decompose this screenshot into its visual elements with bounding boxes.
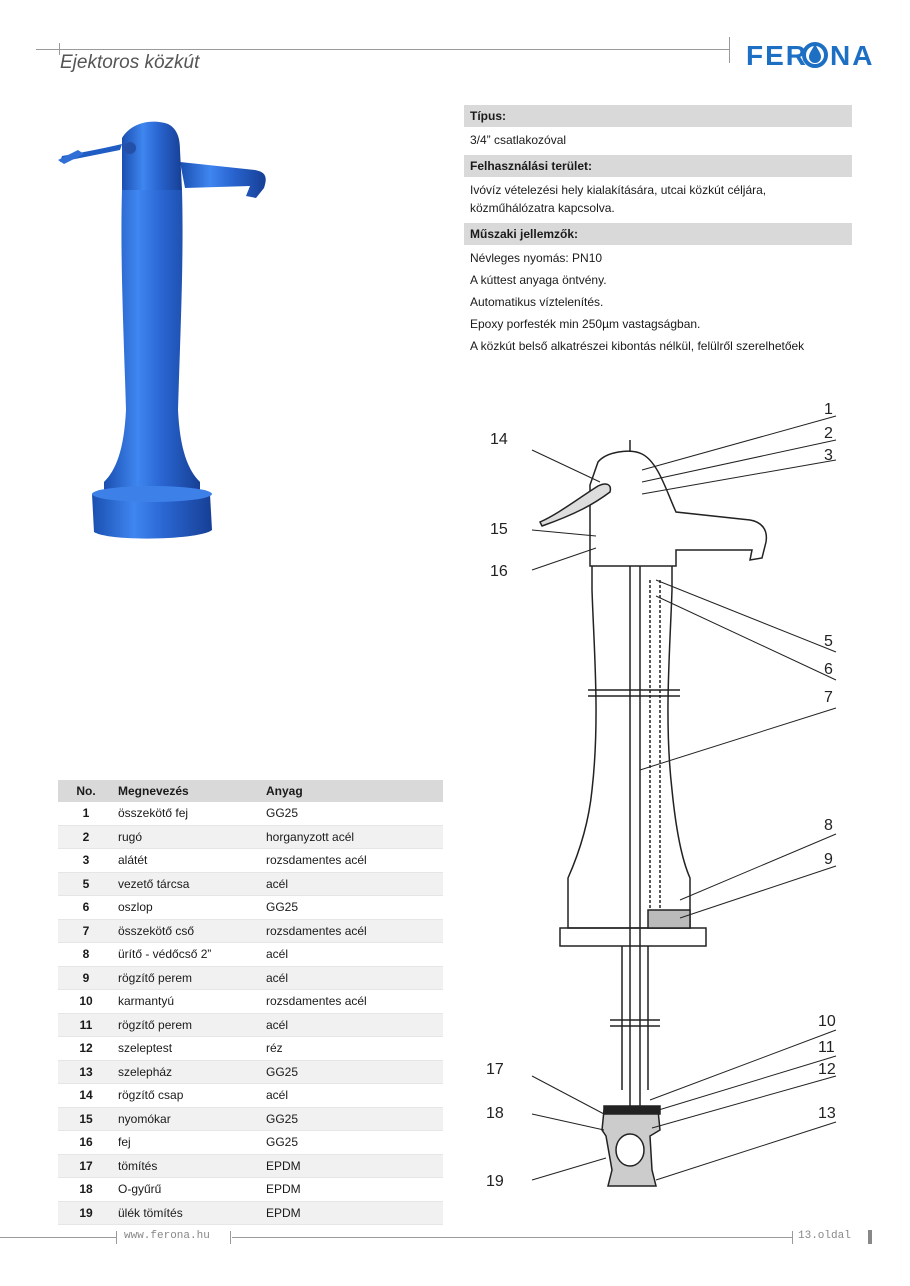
spec-technical-item: A közkút belső alkatrészei kibontás nélkül, felülről szerelhetőek [470, 339, 805, 353]
spec-technical-item: Epoxy porfesték min 250µm vastagságban. [470, 317, 701, 331]
table-row [58, 1154, 443, 1178]
callout-6: 6 [824, 661, 833, 678]
column-header-material: Anyag [262, 780, 443, 802]
callout-15: 15 [490, 521, 508, 538]
cell-name: O-gyűrű [114, 1178, 262, 1202]
callout-11: 11 [818, 1039, 835, 1056]
cell-material: réz [262, 1037, 443, 1061]
cell-name: nyomókar [114, 1107, 262, 1131]
cell-no: 12 [58, 1037, 114, 1061]
cell-name: összekötő fej [114, 802, 262, 825]
page-title: Ejektoros közkút [60, 52, 200, 73]
spec-heading-usage: Felhasználási terület: [464, 155, 852, 177]
cell-no: 3 [58, 849, 114, 873]
column-header-name: Megnevezés [114, 780, 262, 802]
cell-material: GG25 [262, 802, 443, 825]
table-row [58, 1107, 443, 1131]
spec-technical-list [464, 245, 852, 357]
callout-14: 14 [490, 431, 508, 448]
cell-no: 18 [58, 1178, 114, 1202]
table-row [58, 1084, 443, 1108]
cell-name: rögzítő perem [114, 966, 262, 990]
cell-material: rozsdamentes acél [262, 849, 443, 873]
cell-name: szelepház [114, 1060, 262, 1084]
cell-no: 5 [58, 872, 114, 896]
product-photo [50, 110, 290, 580]
spec-type-value: 3/4” csatlakozóval [470, 133, 567, 147]
cell-material: acél [262, 872, 443, 896]
callout-10: 10 [818, 1013, 836, 1030]
callout-16: 16 [490, 563, 508, 580]
cell-no: 15 [58, 1107, 114, 1131]
footer-rule [232, 1237, 792, 1238]
table-row [58, 849, 443, 873]
cell-name: fej [114, 1131, 262, 1155]
cell-no: 1 [58, 802, 114, 825]
svg-text:NA: NA [830, 40, 875, 70]
cell-material: EPDM [262, 1201, 443, 1225]
callout-7: 7 [824, 689, 833, 706]
header-rule [36, 49, 730, 50]
table-row [58, 802, 443, 825]
cell-name: szeleptest [114, 1037, 262, 1061]
table-row [58, 1013, 443, 1037]
parts-table [58, 780, 443, 1225]
table-row [58, 872, 443, 896]
callout-18: 18 [486, 1105, 504, 1122]
cell-no: 2 [58, 825, 114, 849]
spec-usage-value: Ivóvíz vételezési hely kialakítására, utcai közkút céljára, közműhálózatra kapcsolva. [470, 183, 767, 215]
diagram-drawing [540, 440, 766, 1186]
cell-material: acél [262, 1084, 443, 1108]
table-row [58, 1178, 443, 1202]
callout-5: 5 [824, 633, 833, 650]
cell-name: karmantyú [114, 990, 262, 1014]
footer-tick [230, 1231, 231, 1244]
cell-no: 6 [58, 896, 114, 920]
callout-9: 9 [824, 851, 833, 868]
cell-no: 13 [58, 1060, 114, 1084]
callout-2: 2 [824, 425, 833, 442]
cell-name: rögzítő perem [114, 1013, 262, 1037]
cell-no: 8 [58, 943, 114, 967]
cell-no: 17 [58, 1154, 114, 1178]
cell-material: acél [262, 966, 443, 990]
exploded-diagram [480, 390, 850, 1210]
cell-no: 11 [58, 1013, 114, 1037]
cell-name: alátét [114, 849, 262, 873]
cell-material: rozsdamentes acél [262, 919, 443, 943]
cell-name: tömítés [114, 1154, 262, 1178]
cell-material: horganyzott acél [262, 825, 443, 849]
cell-name: ürítő - védőcső 2” [114, 943, 262, 967]
cell-no: 16 [58, 1131, 114, 1155]
column-header-no: No. [58, 780, 114, 802]
cell-name: összekötő cső [114, 919, 262, 943]
svg-text:FER: FER [746, 40, 808, 70]
cell-name: oszlop [114, 896, 262, 920]
footer-bar [868, 1230, 872, 1244]
callout-17: 17 [486, 1061, 504, 1078]
cell-name: rögzítő csap [114, 1084, 262, 1108]
callout-1: 1 [824, 401, 833, 418]
callout-19: 19 [486, 1173, 504, 1190]
ferona-logo [746, 38, 876, 70]
spec-block [464, 105, 852, 357]
cell-material: GG25 [262, 896, 443, 920]
callout-13: 13 [818, 1105, 836, 1122]
footer-website[interactable]: www.ferona.hu [124, 1230, 210, 1242]
cell-no: 19 [58, 1201, 114, 1225]
table-row [58, 1037, 443, 1061]
cell-material: rozsdamentes acél [262, 990, 443, 1014]
spec-technical-item: Automatikus víztelenítés. [470, 295, 604, 309]
callout-8: 8 [824, 817, 833, 834]
cell-name: rugó [114, 825, 262, 849]
footer-tick [116, 1231, 117, 1244]
table-row [58, 1201, 443, 1225]
diagram-leaders [532, 416, 836, 1180]
table-header-row [58, 780, 443, 802]
cell-name: ülék tömítés [114, 1201, 262, 1225]
table-row [58, 1060, 443, 1084]
table-row [58, 825, 443, 849]
callout-3: 3 [824, 447, 833, 464]
cell-material: EPDM [262, 1178, 443, 1202]
callout-12: 12 [818, 1061, 836, 1078]
cell-material: EPDM [262, 1154, 443, 1178]
cell-no: 10 [58, 990, 114, 1014]
cell-material: GG25 [262, 1060, 443, 1084]
cell-name: vezető tárcsa [114, 872, 262, 896]
cell-no: 7 [58, 919, 114, 943]
header-tick [729, 37, 730, 63]
cell-material: acél [262, 943, 443, 967]
cell-material: acél [262, 1013, 443, 1037]
spec-technical-item: Névleges nyomás: PN10 [470, 251, 603, 265]
cell-material: GG25 [262, 1107, 443, 1131]
table-row [58, 896, 443, 920]
cell-no: 9 [58, 966, 114, 990]
footer-tick [792, 1231, 793, 1244]
table-row [58, 966, 443, 990]
table-row [58, 990, 443, 1014]
parts-table-body [58, 802, 443, 1225]
table-row [58, 919, 443, 943]
spec-heading-technical: Műszaki jellemzők: [464, 223, 852, 245]
cell-material: GG25 [262, 1131, 443, 1155]
table-row [58, 943, 443, 967]
cell-no: 14 [58, 1084, 114, 1108]
spec-heading-type: Típus: [464, 105, 852, 127]
footer-page-number: 13.oldal [798, 1230, 851, 1242]
footer-rule [0, 1237, 116, 1238]
spec-technical-item: A kúttest anyaga öntvény. [470, 273, 607, 287]
table-row [58, 1131, 443, 1155]
